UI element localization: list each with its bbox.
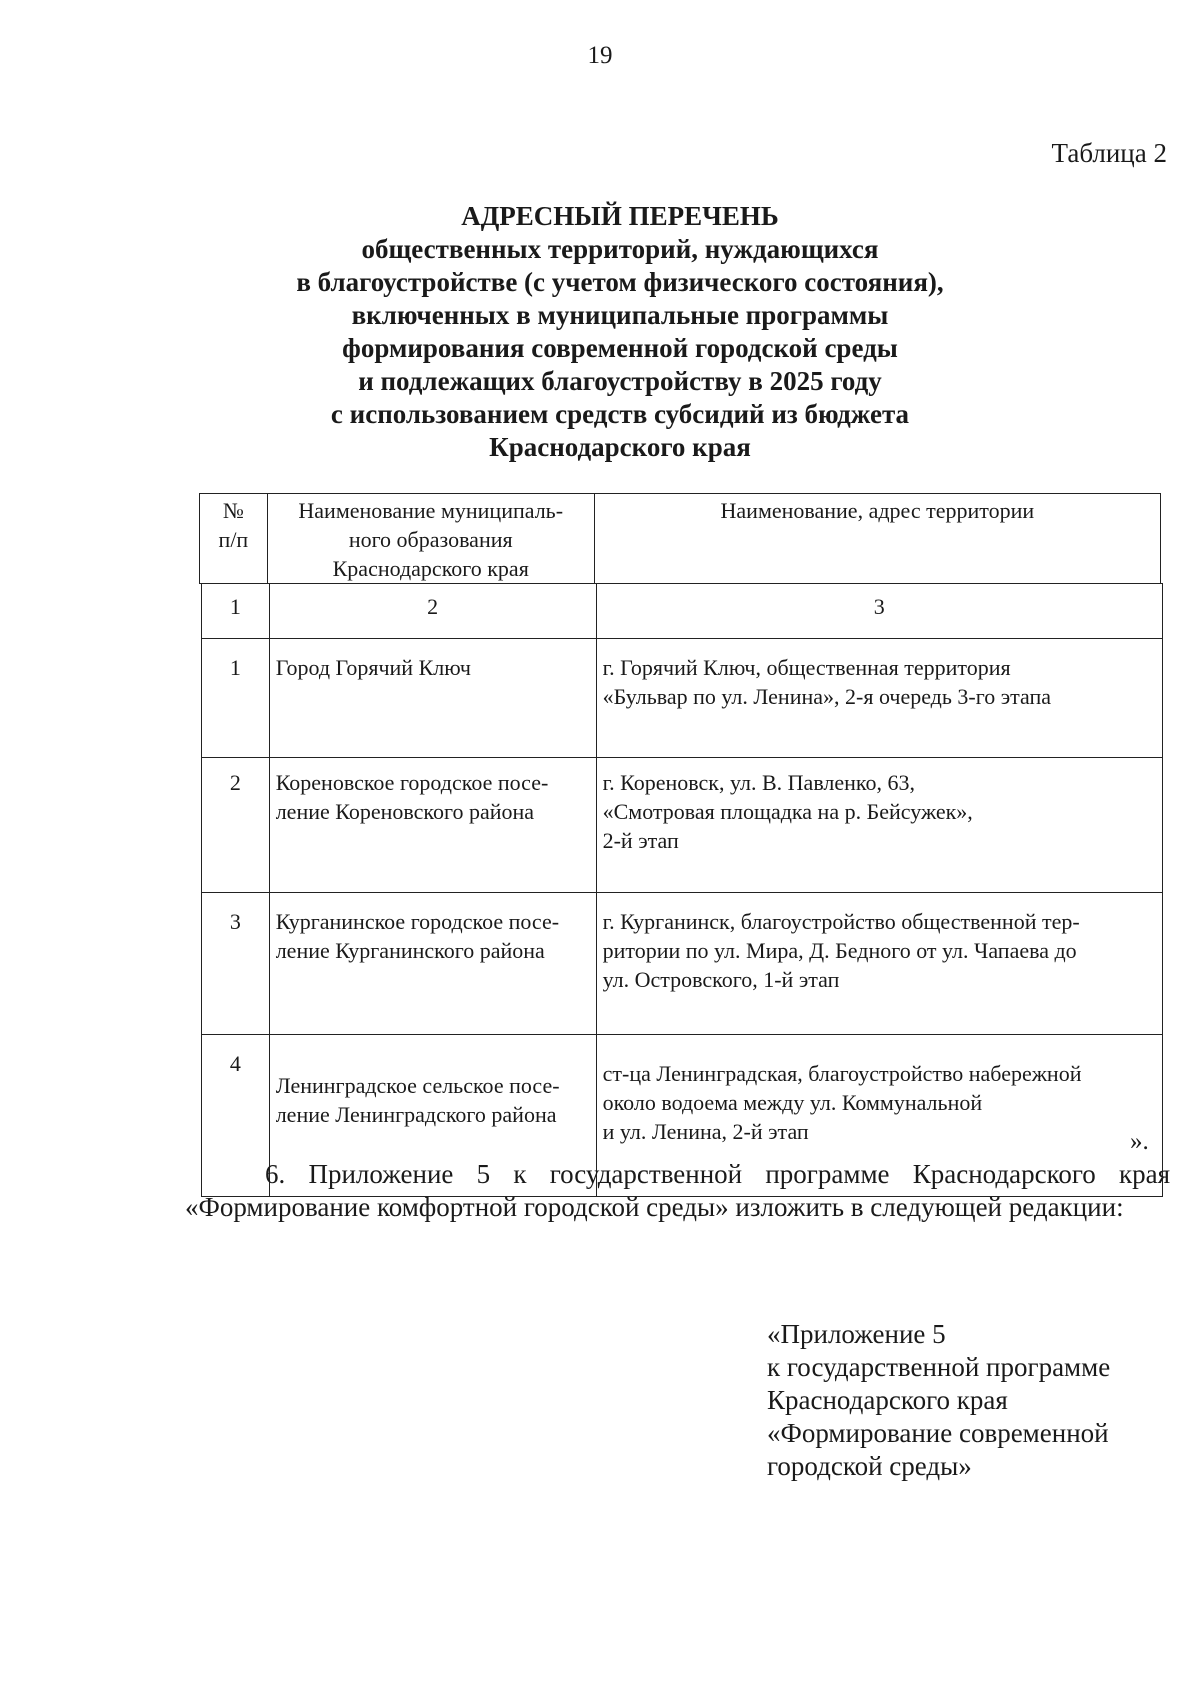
table-label: Таблица 2 (1051, 138, 1167, 168)
appendix-heading (767, 1318, 1110, 1483)
cell-line: ление Кореновского района (275, 799, 535, 824)
row-number: 4 (202, 1035, 270, 1197)
title-line: АДРЕСНЫЙ ПЕРЕЧЕНЬ (461, 201, 779, 231)
header-address (594, 494, 1160, 584)
body-paragraph: 6. Приложение 5 к государственной программе Краснодарского края «Формирование комфортной городской среды» изложить в следующей редакции: (185, 1159, 1170, 1222)
table-header (199, 493, 1161, 584)
column-number: 1 (202, 584, 270, 639)
address-cell (596, 639, 1162, 758)
row-number: 2 (202, 758, 270, 893)
cell-line: 2-й этап (602, 828, 679, 853)
table-row (202, 893, 1163, 1035)
address-cell (596, 758, 1162, 893)
header-municipality (267, 494, 594, 584)
header-text: № (222, 498, 244, 523)
header-text: Наименование муниципаль- (298, 498, 564, 523)
title-line: с использованием средств субсидий из бюджета (330, 399, 910, 429)
title-line: формирования современной городской среды (342, 333, 898, 363)
cell-line: Кореновское городское посе- (275, 770, 549, 795)
cell-line: г. Кореновск, ул. В. Павленко, 63, (602, 770, 916, 795)
cell-line: Курганинское городское посе- (275, 909, 560, 934)
appendix-line: «Приложение 5 (767, 1319, 946, 1349)
cell-line: «Смотровая площадка на р. Бейсужек», (602, 799, 973, 824)
title-line: Краснодарского края (489, 432, 751, 462)
closing-quote: ». (1130, 1128, 1149, 1155)
cell-line: около водоема между ул. Коммунальной (602, 1090, 983, 1115)
cell-line: ление Курганинского района (275, 938, 545, 963)
cell-line: Ленинградское сельское посе- (275, 1073, 560, 1098)
appendix-line: Краснодарского края (767, 1385, 1008, 1415)
cell-line: и ул. Ленина, 2-й этап (602, 1119, 809, 1144)
document-title (0, 200, 1200, 464)
table-row (202, 758, 1163, 893)
header-text: Краснодарского края (332, 556, 529, 581)
municipality-cell (269, 758, 596, 893)
column-number: 3 (596, 584, 1162, 639)
row-number: 1 (202, 639, 270, 758)
row-number: 3 (202, 893, 270, 1035)
cell-line: Город Горячий Ключ (275, 655, 471, 680)
header-text: п/п (218, 527, 249, 552)
header-num (200, 494, 268, 584)
title-line: общественных территорий, нуждающихся (361, 234, 879, 264)
table-row (202, 639, 1163, 758)
appendix-line: городской среды» (767, 1451, 972, 1481)
cell-line: ритории по ул. Мира, Д. Бедного от ул. Чапаева до (602, 938, 1077, 963)
appendix-line: к государственной программе (767, 1352, 1111, 1382)
page-number: 19 (587, 42, 613, 69)
cell-line: г. Горячий Ключ, общественная территория (602, 655, 1011, 680)
column-number: 2 (269, 584, 596, 639)
address-cell (596, 893, 1162, 1035)
municipality-cell (269, 639, 596, 758)
cell-line: ул. Островского, 1-й этап (602, 967, 840, 992)
municipality-cell (269, 893, 596, 1035)
header-text: ного образования (348, 527, 513, 552)
cell-line: г. Курганинск, благоустройство общественной тер- (602, 909, 1080, 934)
title-line: включенных в муниципальные программы (351, 300, 889, 330)
header-row (200, 494, 1161, 584)
header-text: Наименование, адрес территории (720, 498, 1035, 523)
cell-line: «Бульвар по ул. Ленина», 2-я очередь 3-го этапа (602, 684, 1052, 709)
appendix-line: «Формирование современной (767, 1418, 1109, 1448)
cell-line: ление Ленинградского района (275, 1102, 557, 1127)
title-line: в благоустройстве (с учетом физического состояния), (296, 267, 944, 297)
cell-line: ст-ца Ленинградская, благоустройство набережной (602, 1061, 1082, 1086)
territory-table (201, 583, 1163, 1197)
column-numbers-row (202, 584, 1163, 639)
title-line: и подлежащих благоустройству в 2025 году (358, 366, 882, 396)
